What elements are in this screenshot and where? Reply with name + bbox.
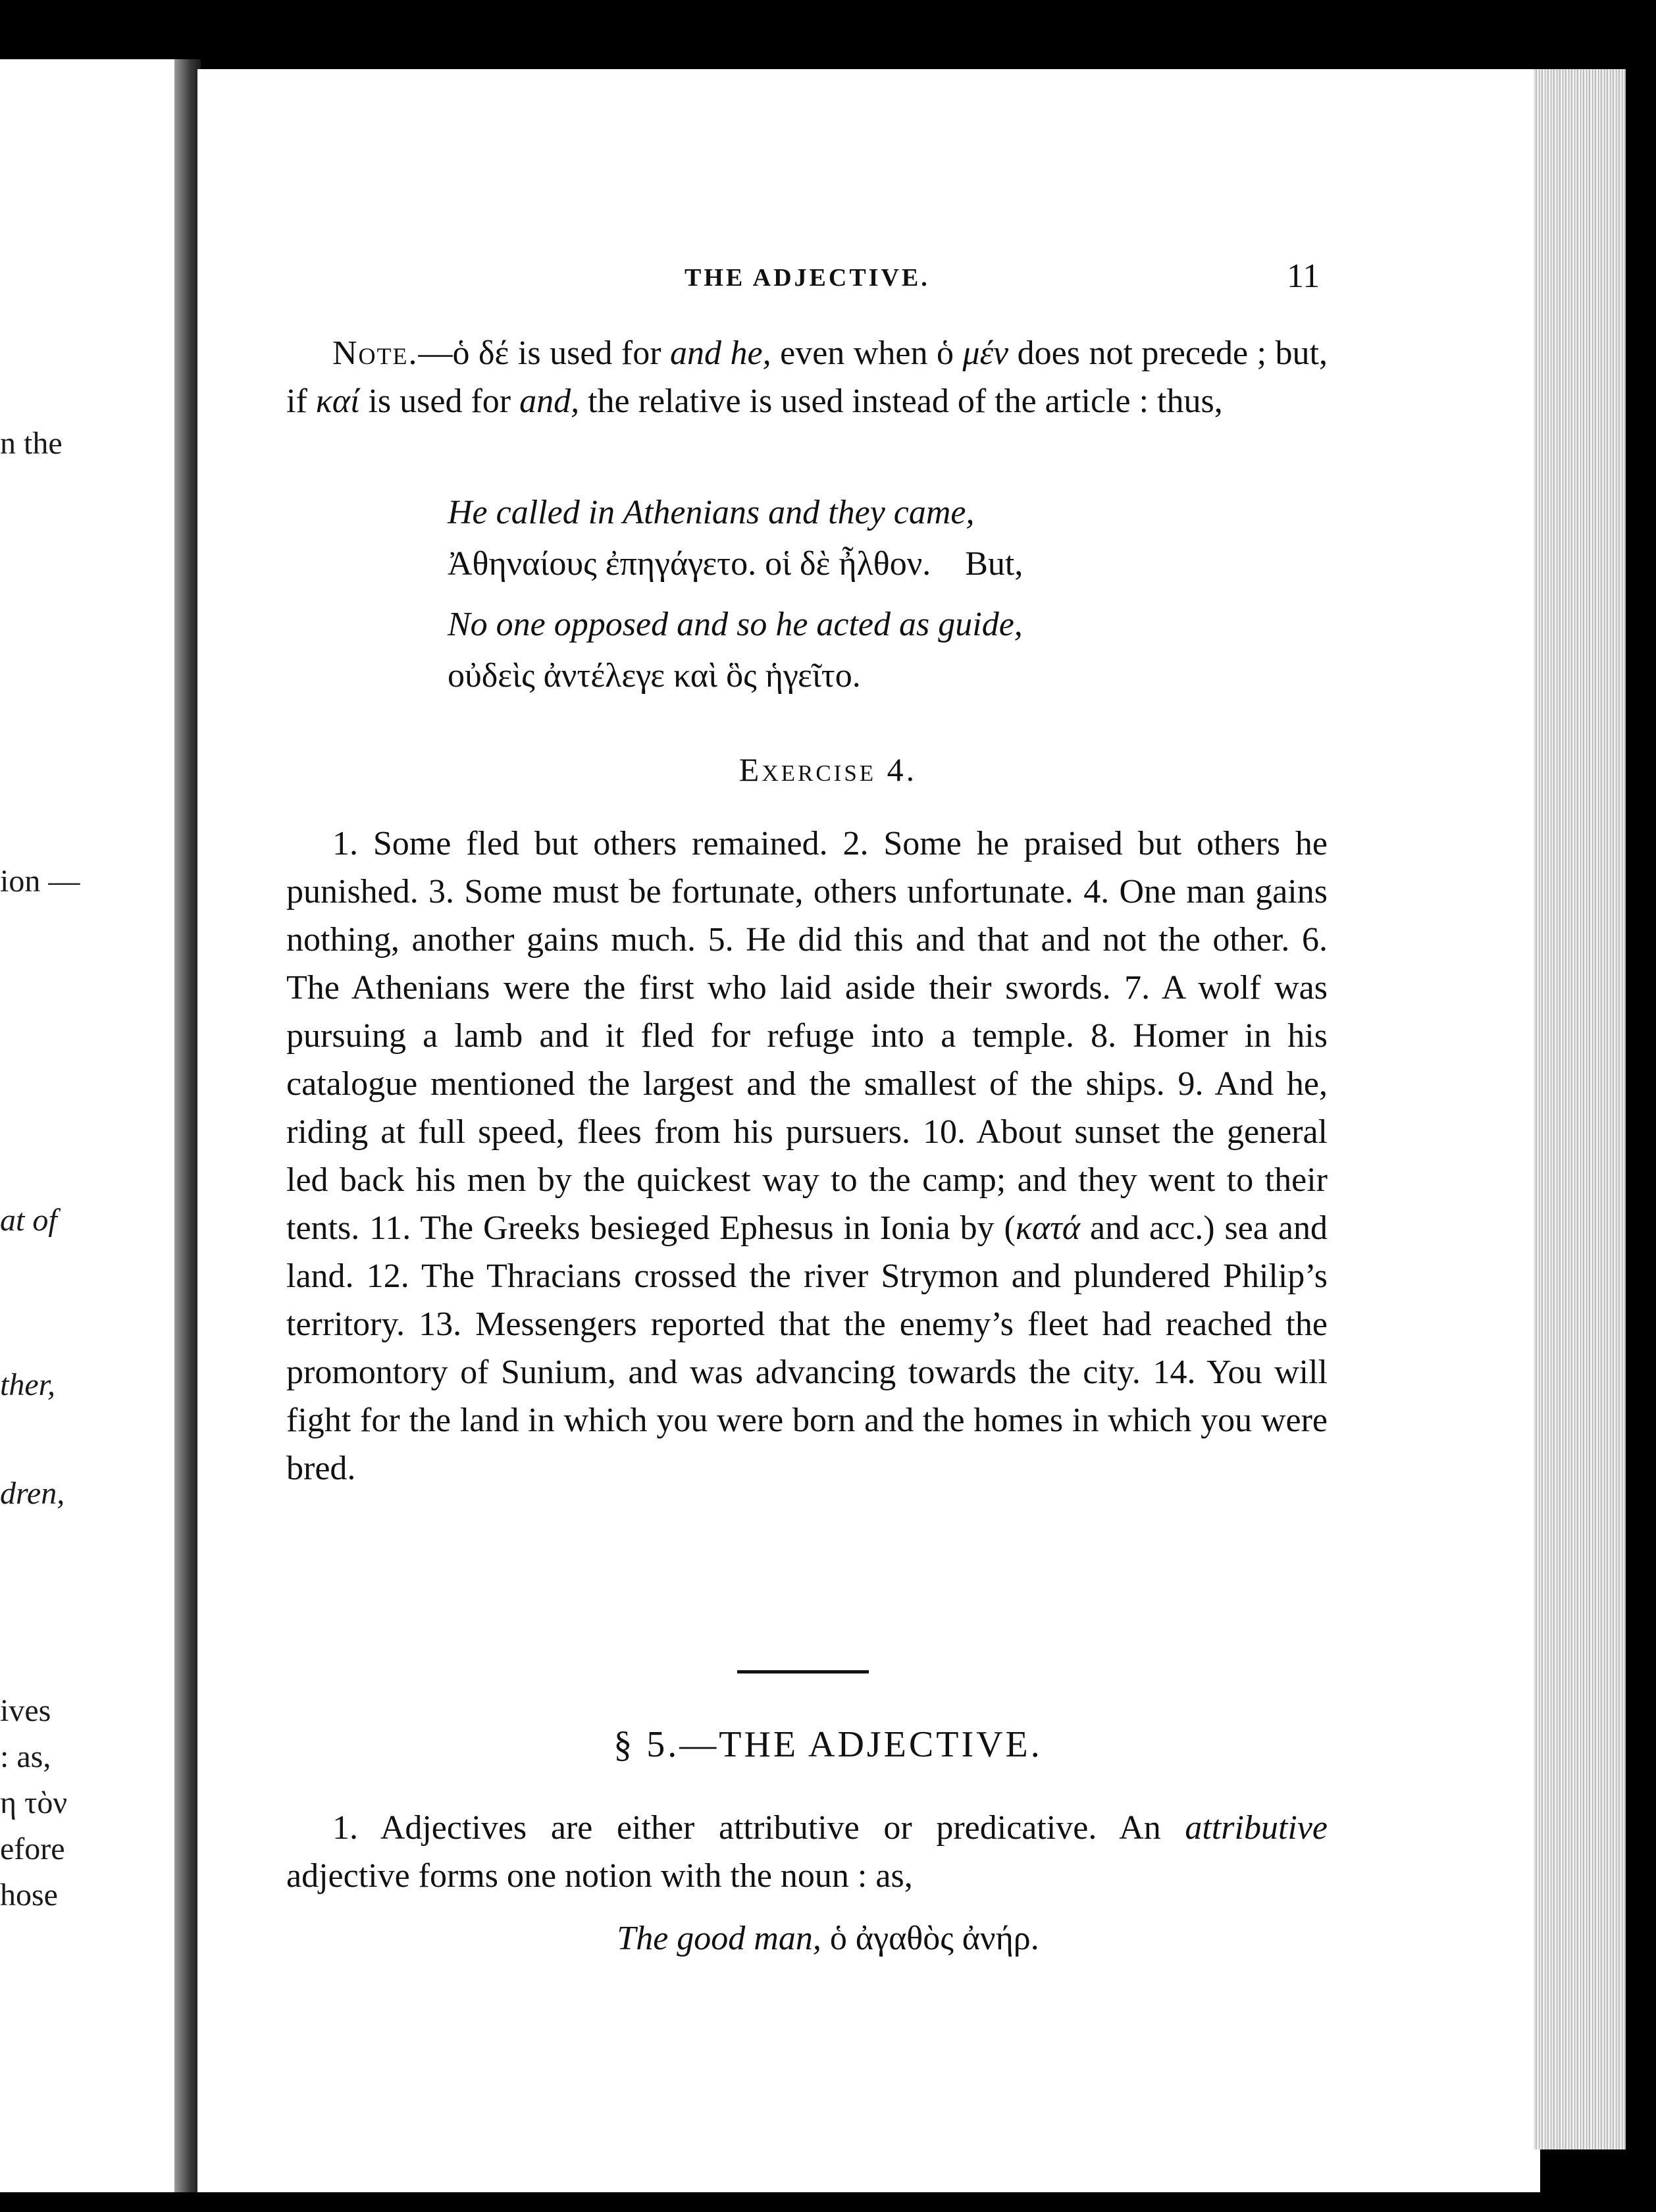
note-paragraph — [286, 329, 1328, 425]
note-italic: καί — [315, 382, 360, 420]
section-example-english: The good man, — [617, 1920, 821, 1957]
note-text: is used for — [359, 382, 520, 420]
left-fragment: : as, — [0, 1739, 51, 1774]
page-edges — [1534, 69, 1626, 2149]
book-gutter — [174, 59, 201, 2192]
left-fragment: η τὸν — [0, 1785, 68, 1820]
note-text: the relative is used instead of the article : thus, — [579, 382, 1223, 420]
exercise-greek: κατά — [1015, 1209, 1081, 1247]
left-fragment: ives — [0, 1693, 51, 1728]
section-example-greek: ὁ ἀγαθὸς ἀνήρ. — [821, 1920, 1039, 1957]
page-number: 11 — [1287, 257, 1320, 295]
section-paragraph — [286, 1804, 1328, 1900]
note-italic: μέν — [962, 334, 1009, 372]
note-text: —ὁ δέ is used for — [418, 334, 671, 372]
example-english: No one opposed and so he acted as guide, — [448, 606, 1023, 643]
note-text: does not precede ; but, if — [286, 334, 1328, 420]
left-fragment: dren, — [0, 1476, 65, 1511]
left-fragment: ion — — [0, 864, 80, 899]
section-text: 1. Adjectives are either attributive or predicative. An — [332, 1809, 1185, 1847]
example-greek-line — [448, 539, 1023, 590]
section-italic: attributive — [1185, 1809, 1328, 1847]
note-italic: and, — [519, 382, 580, 420]
note-italic: and he, — [670, 334, 771, 372]
note-label: Note. — [332, 334, 419, 372]
exercise-heading: Exercise 4. — [738, 751, 918, 788]
left-fragment: hose — [0, 1878, 58, 1912]
section-text: adjective forms one notion with the noun : as, — [286, 1857, 913, 1895]
example-suffix: But, — [965, 545, 1023, 583]
exercise-text: 1. Some fled but others remained. 2. Some he praised but others he punished. 3. Some must be fortunate, others unfortunate. 4. One man gains nothing, another gains much. 5. He did this and that and not the other. 6. The Athenians were the first who laid aside their swords. 7. A wolf was pursuing a lamb and it fled for refuge into a temple. 8. Homer in his catalogue mentioned the largest and the smallest of the ships. 9. And he, riding at full speed, flees from his pursuers. 10. About sunset the general led back his men by the quickest way to the camp; and they went to their tents. 11. The Greeks besieged Ephesus in Ionia by ( — [286, 825, 1328, 1247]
example-english: He called in Athenians and they came, — [448, 494, 975, 531]
left-fragment: ther, — [0, 1367, 55, 1402]
example-greek: Ἀθηναίους ἐπηγάγετο. οἱ δὲ ἦλθον. — [448, 545, 931, 583]
example-block — [448, 599, 1023, 702]
left-fragment: efore — [0, 1831, 65, 1866]
example-greek: οὐδεὶς ἀντέλεγε καὶ ὃς ἡγεῖτο. — [448, 657, 861, 695]
note-text: even when ὁ — [771, 334, 963, 372]
running-head: THE ADJECTIVE. — [685, 264, 930, 292]
example-block — [448, 487, 1023, 590]
section-divider — [737, 1670, 869, 1673]
left-fragment: n the — [0, 426, 63, 461]
exercise-text: and acc.) sea and land. 12. The Thracians crossed the river Strymon and plundered Philip’s territory. 13. Messengers reported that the enemy’s fleet had reached the promontory of Sunium, and was advancing towards the city. 14. You will fight for the land in which you were born and the homes in which you were bred. — [286, 1209, 1328, 1487]
section-example — [0, 1919, 1656, 1958]
section-heading: § 5.—THE ADJECTIVE. — [613, 1724, 1043, 1765]
exercise-paragraph — [286, 820, 1328, 1492]
left-fragment: at of — [0, 1203, 57, 1238]
left-page — [0, 59, 174, 2192]
